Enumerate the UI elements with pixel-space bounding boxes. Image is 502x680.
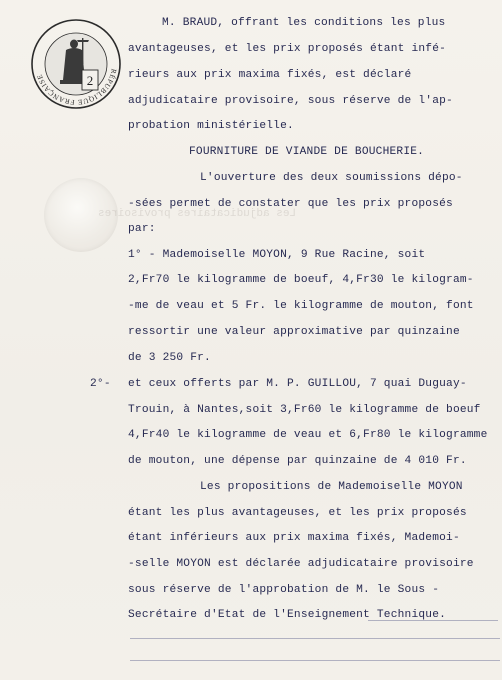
bleed-through-text: Les adjudicataires provisoires: [98, 208, 297, 220]
text-line: M. BRAUD, offrant les conditions les plus: [162, 17, 446, 29]
text-line: adjudicataire provisoire, sous réserve de l'ap-: [128, 95, 453, 107]
text-line: Les propositions de Mademoiselle MOYON: [200, 481, 463, 493]
divider-rule: [130, 660, 500, 661]
divider-rule: [130, 638, 500, 639]
text-line: étant les plus avantageuses, et les prix proposés: [128, 507, 467, 519]
text-line: de mouton, une dépense par quinzaine de 4 010 Fr.: [128, 455, 467, 467]
text-line: de 3 250 Fr.: [128, 352, 211, 364]
text-line: 2,Fr70 le kilogramme de boeuf, 4,Fr30 le kilogram-: [128, 274, 474, 286]
text-line: par:: [128, 223, 156, 235]
text-line: étant inférieurs aux prix maxima fixés, Mademoi-: [128, 532, 460, 544]
text-line: -sées permet de constater que les prix proposés: [128, 198, 453, 210]
text-line: -selle MOYON est déclarée adjudicataire provisoire: [128, 558, 474, 570]
text-line: avantageuses, et les prix proposés étant infé-: [128, 43, 447, 55]
text-line: -me de veau et 5 Fr. le kilogramme de mouton, font: [128, 300, 474, 312]
seal-lettering: RÉPUBLIQUE FRANÇAISE: [35, 68, 118, 107]
text-line: 4,Fr40 le kilogramme de veau et 6,Fr80 le kilogramme: [128, 429, 488, 441]
text-line: ressortir une valeur approximative par quinzaine: [128, 326, 460, 338]
list-marker: 2°-: [90, 378, 111, 390]
text-line: et ceux offerts par M. P. GUILLOU, 7 quai Duguay-: [128, 378, 467, 390]
text-line: sous réserve de l'approbation de M. le Sous -: [128, 584, 440, 596]
republique-francaise-seal-icon: [30, 18, 122, 110]
text-line: Secrétaire d'Etat de l'Enseignement Technique.: [128, 609, 447, 621]
seal-value: 2: [86, 73, 94, 88]
text-line: rieurs aux prix maxima fixés, est déclaré: [128, 69, 412, 81]
line-filler-rule: [368, 620, 498, 621]
text-line: L'ouverture des deux soumissions dépo-: [200, 172, 463, 184]
section-heading: FOURNITURE DE VIANDE DE BOUCHERIE.: [189, 146, 425, 158]
text-line: 1° - Mademoiselle MOYON, 9 Rue Racine, soit: [128, 249, 426, 261]
text-line: probation ministérielle.: [128, 120, 294, 132]
text-line: Trouin, à Nantes,soit 3,Fr60 le kilogramme de boeuf: [128, 404, 481, 416]
